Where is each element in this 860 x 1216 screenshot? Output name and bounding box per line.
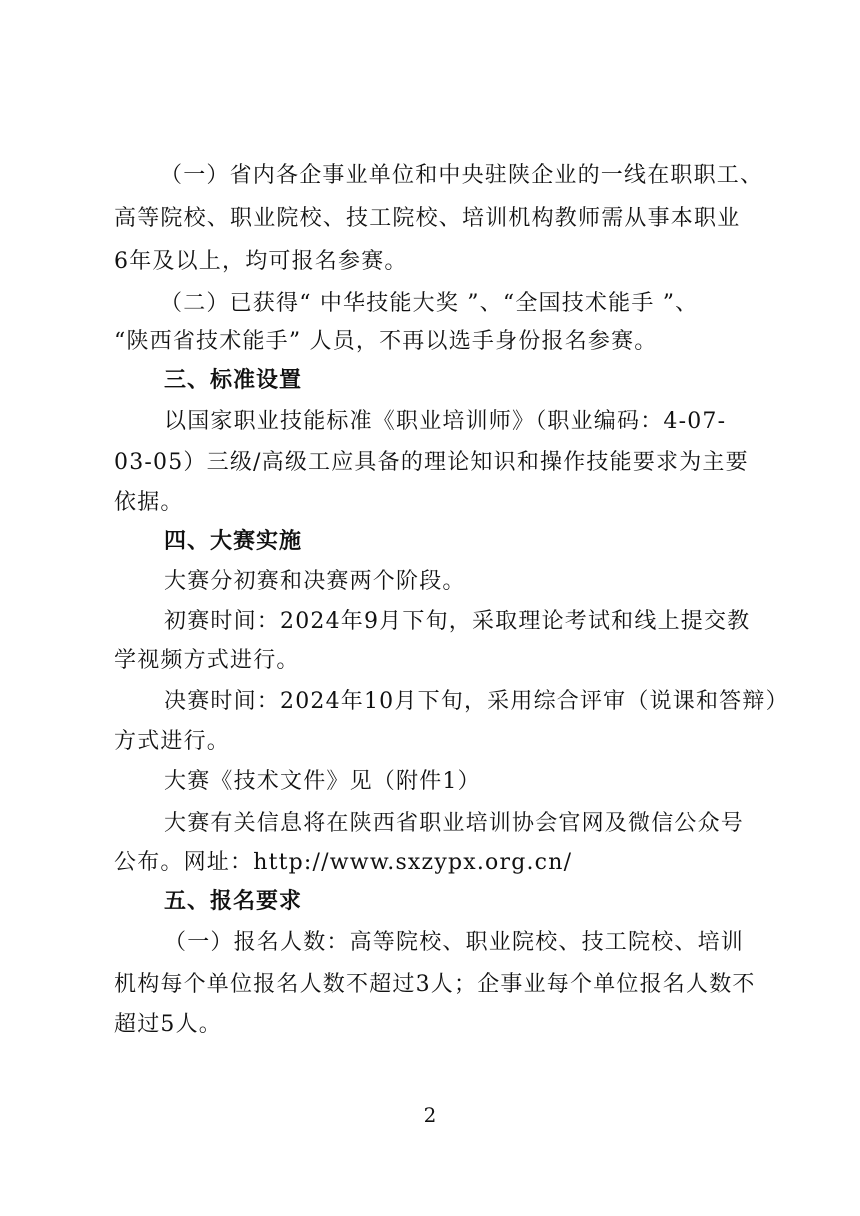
para-line-2: 高等院校、职业院校、技工院校、培训机构教师需从事本职业 (114, 206, 741, 231)
para-line-7: 以国家职业技能标准《职业培训师》（职业编码：4-07- (164, 409, 727, 434)
section-heading-4: 四、大赛实施 (164, 529, 303, 554)
para-line-14: 决赛时间：2024年10月下旬，采用综合评审（说课和答辩） (164, 689, 789, 714)
para-line-9: 依据。 (114, 490, 184, 515)
para-line-1: （一）省内各企事业单位和中央驻陕企业的一线在职职工、 (160, 163, 764, 188)
para-line-3: 6年及以上，均可报名参赛。 (114, 249, 408, 274)
para-line-8: 03-05）三级/高级工应具备的理论知识和操作技能要求为主要 (114, 450, 749, 475)
para-line-5: “陕西省技术能手” 人员，不再以选手身份报名参赛。 (114, 329, 658, 354)
para-line-22: 超过5人。 (114, 1012, 222, 1037)
para-line-11: 大赛分初赛和决赛两个阶段。 (164, 569, 466, 594)
para-line-15: 方式进行。 (114, 729, 231, 754)
para-line-18: 公布。网址：http://www.sxzypx.org.cn/ (114, 850, 573, 875)
section-heading-5: 五、报名要求 (164, 889, 303, 914)
para-line-4: （二）已获得“ 中华技能大奖 ”、“全国技术能手 ”、 (160, 291, 699, 316)
para-line-13: 学视频方式进行。 (114, 648, 300, 673)
para-line-17: 大赛有关信息将在陕西省职业培训协会官网及微信公众号 (164, 811, 745, 836)
para-line-12: 初赛时间：2024年9月下旬，采取理论考试和线上提交教 (164, 609, 751, 634)
page-number: 2 (423, 1103, 437, 1127)
section-heading-3: 三、标准设置 (164, 368, 303, 393)
para-line-21: 机构每个单位报名人数不超过3人；企事业每个单位报名人数不 (114, 972, 756, 997)
para-line-16: 大赛《技术文件》见（附件1） (164, 769, 481, 794)
para-line-20: （一）报名人数：高等院校、职业院校、技工院校、培训 (164, 930, 745, 955)
